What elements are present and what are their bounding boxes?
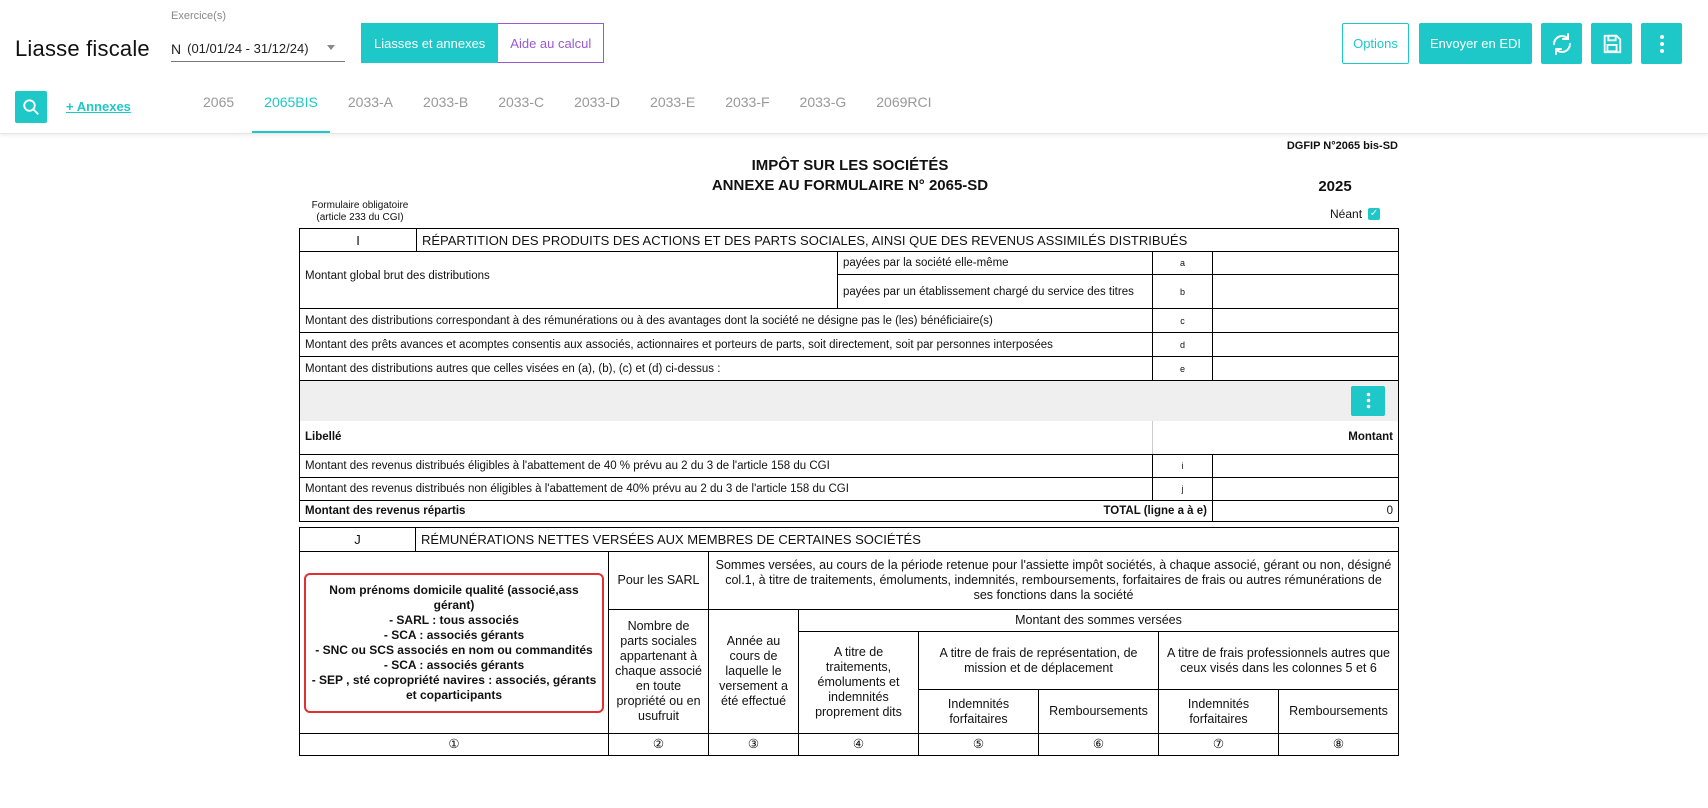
envoyer-edi-button[interactable]: Envoyer en EDI <box>1419 23 1532 64</box>
row-b-input[interactable] <box>1213 275 1399 309</box>
row-b-label: payées par un établissement chargé du service des titres <box>838 275 1153 309</box>
row-i-input[interactable] <box>1213 455 1399 478</box>
neant-label: Néant <box>1330 207 1363 221</box>
nom-highlight-box <box>304 573 604 713</box>
total-label: Montant des revenus répartis <box>305 505 466 517</box>
row-c-label: Montant des distributions correspondant à des rémunérations ou à des avantages dont la société ne désigne pas le (les) bénéficiaire(s) <box>300 309 1153 333</box>
tab-2065bis[interactable]: 2065BIS <box>252 83 330 133</box>
neant-option[interactable] <box>1330 207 1380 221</box>
nom-line: Nom prénoms domicile qualité (associé,ass gérant) <box>329 582 579 612</box>
row-a-letter: a <box>1153 252 1213 275</box>
page-title: Liasse fiscale <box>15 36 150 61</box>
form-oblig-line-1: Formulaire obligatoire <box>311 200 409 211</box>
nom-line: - SARL : tous associés <box>389 612 519 627</box>
document-area <box>0 135 1708 808</box>
row-global-label: Montant global brut des distributions <box>300 252 838 309</box>
nom-column-header <box>300 552 609 734</box>
col-number-7: ⑦ <box>1159 734 1279 756</box>
form-tabs <box>191 83 950 133</box>
row-d-label: Montant des prêts avances et acomptes consentis aux associés, actionnaires et porteurs de parts, soit directement, soit par personnes interposées <box>300 333 1153 357</box>
section-i-id: I <box>300 229 417 252</box>
row-c-letter: c <box>1153 309 1213 333</box>
liasses-annexes-button[interactable]: Liasses et annexes <box>361 23 498 63</box>
tab-2033-a[interactable]: 2033-A <box>347 94 394 110</box>
search-icon <box>22 98 40 116</box>
frais-representation-header: A titre de frais de représentation, de mission et de déplacement <box>919 632 1159 690</box>
chevron-down-icon <box>327 45 335 50</box>
options-button[interactable]: Options <box>1342 23 1409 64</box>
row-j-input[interactable] <box>1213 478 1399 501</box>
nom-line: - SEP , sté copropriété navires : associés, gérants et coparticipants <box>311 672 597 702</box>
document-title <box>600 156 1100 196</box>
remboursements-6-header: Remboursements <box>1039 690 1159 734</box>
save-button[interactable] <box>1591 23 1632 64</box>
col-number-5: ⑤ <box>919 734 1039 756</box>
row-b-letter: b <box>1153 275 1213 309</box>
row-e-letter: e <box>1153 357 1213 381</box>
col-libelle-header: Libellé <box>300 421 1153 455</box>
tab-2033-f[interactable]: 2033-F <box>725 94 770 110</box>
more-menu-button[interactable] <box>1641 23 1682 64</box>
view-switch <box>361 23 604 63</box>
row-a-label: payées par la société elle-même <box>838 252 1153 275</box>
nom-line: - SNC ou SCS associés en nom ou commandités <box>315 642 593 657</box>
exercice-prefix: N <box>171 40 182 57</box>
col-number-8: ⑧ <box>1279 734 1399 756</box>
save-icon <box>1601 33 1623 55</box>
indemnites-7-header: Indemnités forfaitaires <box>1159 690 1279 734</box>
more-vertical-icon <box>1366 392 1371 409</box>
col-number-4: ④ <box>799 734 919 756</box>
refresh-button[interactable] <box>1541 23 1582 64</box>
row-i-label: Montant des revenus distribués éligibles à l'abattement de 40 % prévu au 2 du 3 de l'article 158 du CGI <box>300 455 1153 478</box>
title-line-2: ANNEXE AU FORMULAIRE N° 2065-SD <box>711 177 989 194</box>
detail-menu-button[interactable] <box>1351 386 1385 416</box>
tab-2033-d[interactable]: 2033-D <box>574 94 621 110</box>
exercice-dropdown[interactable] <box>171 36 345 62</box>
form-oblig-line-2: (article 233 du CGI) <box>316 212 404 223</box>
refresh-icon <box>1550 32 1574 56</box>
search-button[interactable] <box>15 91 47 123</box>
remboursements-8-header: Remboursements <box>1279 690 1399 734</box>
annee-header: Année au cours de laquelle le versement a été effectué <box>709 610 799 734</box>
title-line-1: IMPÔT SUR LES SOCIÉTÉS <box>751 157 949 174</box>
tab-2069rci[interactable]: 2069RCI <box>876 94 932 110</box>
col-number-6: ⑥ <box>1039 734 1159 756</box>
form-obligatoire-note <box>300 200 420 224</box>
exercice-label: Exercice(s) <box>171 10 227 22</box>
section-i-title: RÉPARTITION DES PRODUITS DES ACTIONS ET DES PARTS SOCIALES, AINSI QUE DES REVENUS ASSIMILÉS DISTRIBUÉS <box>417 229 1399 252</box>
pour-sarl-header: Pour les SARL <box>609 552 709 610</box>
tab-2033-g[interactable]: 2033-G <box>799 94 847 110</box>
row-e-detail-toolbar <box>300 381 1399 421</box>
row-j-letter: j <box>1153 478 1213 501</box>
row-d-letter: d <box>1153 333 1213 357</box>
row-a-input[interactable] <box>1213 252 1399 275</box>
sommes-versees-header: Sommes versées, au cours de la période retenue pour l'assiette impôt sociétés, à chaque associé, gérant ou non, désigné col.1, à titre de traitements, émoluments, indemnités, remboursements, forfaitaires de frais ou autres rémunérations de ses fonctions dans la société <box>709 552 1399 610</box>
row-i-letter: i <box>1153 455 1213 478</box>
traitements-header: A titre de traitements, émoluments et indemnités proprement dits <box>799 632 919 734</box>
exercice-select[interactable] <box>171 10 345 62</box>
total-row <box>300 501 1213 522</box>
col-number-1: ① <box>300 734 609 756</box>
row-d-input[interactable] <box>1213 333 1399 357</box>
neant-checkbox[interactable]: ✓ <box>1369 208 1379 219</box>
row-e-label: Montant des distributions autres que celles visées en (a), (b), (c) et (d) ci-dessus : <box>300 357 1153 381</box>
nom-line: - SCA : associés gérants <box>383 627 525 642</box>
indemnites-5-header: Indemnités forfaitaires <box>919 690 1039 734</box>
col-number-2: ② <box>609 734 709 756</box>
section-j-id: J <box>300 528 416 552</box>
frais-pro-header: A titre de frais professionnels autres que ceux visés dans les colonnes 5 et 6 <box>1159 632 1399 690</box>
section-j-table <box>299 527 1399 756</box>
dgfip-reference: DGFIP N°2065 bis-SD <box>1286 140 1398 152</box>
total-value: 0 <box>1213 501 1399 522</box>
col-number-3: ③ <box>709 734 799 756</box>
tab-2033-c[interactable]: 2033-C <box>498 94 545 110</box>
more-vertical-icon <box>1659 34 1665 54</box>
total-sub-label: TOTAL (ligne a à e) <box>1103 505 1207 517</box>
tab-2033-b[interactable]: 2033-B <box>423 94 469 110</box>
section-i-table <box>299 228 1399 522</box>
section-j-title: RÉMUNÉRATIONS NETTES VERSÉES AUX MEMBRES DE CERTAINES SOCIÉTÉS <box>416 528 1399 552</box>
row-c-input[interactable] <box>1213 309 1399 333</box>
nom-line: - SCA : associés gérants <box>383 657 525 672</box>
exercice-value: (01/01/24 - 31/12/24) <box>187 41 309 56</box>
row-e-input[interactable] <box>1213 357 1399 381</box>
add-annexes-link[interactable]: + Annexes <box>66 99 131 114</box>
aide-calcul-button[interactable]: Aide au calcul <box>498 23 604 63</box>
montant-sommes-header: Montant des sommes versées <box>799 610 1399 632</box>
document-year: 2025 <box>1318 178 1352 195</box>
nb-parts-header: Nombre de parts sociales appartenant à chaque associé en toute propriété ou en usufruit <box>609 610 709 734</box>
col-montant-header: Montant <box>1153 421 1399 455</box>
tab-2033-e[interactable]: 2033-E <box>650 94 696 110</box>
tab-2065[interactable]: 2065 <box>203 94 235 110</box>
row-j-label: Montant des revenus distribués non éligibles à l'abattement de 40% prévu au 2 du 3 de l'article 158 du CGI <box>300 478 1153 501</box>
app-header <box>0 0 1708 134</box>
